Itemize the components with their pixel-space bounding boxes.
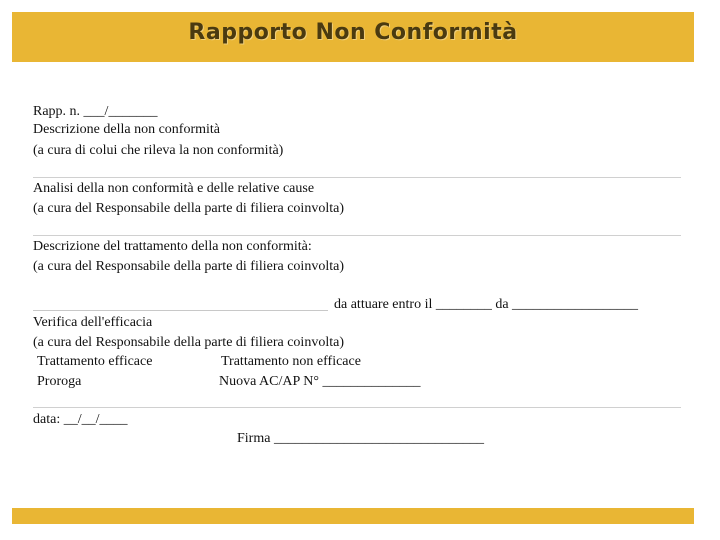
treatment-entry-line[interactable] — [33, 310, 328, 311]
footer-bar — [12, 508, 694, 524]
divider — [33, 177, 681, 178]
treatment-heading: Descrizione del trattamento della non conformità: — [33, 239, 312, 254]
divider — [33, 235, 681, 236]
treatment-note: (a cura del Responsabile della parte di filiera coinvolta) — [33, 259, 344, 274]
analysis-note: (a cura del Responsabile della parte di filiera coinvolta) — [33, 201, 344, 216]
option-new-action[interactable]: Nuova AC/AP N° ______________ — [219, 374, 421, 389]
divider — [33, 407, 681, 408]
report-number-field[interactable]: Rapp. n. ___/_______ — [33, 104, 158, 119]
deadline-field[interactable]: da attuare entro il ________ da __________________ — [334, 297, 639, 312]
page-title: Rapporto Non Conformità — [188, 20, 518, 45]
description-note: (a cura di colui che rileva la non conformità) — [33, 143, 284, 158]
header-bar — [12, 12, 694, 62]
signature-field[interactable]: Firma ______________________________ — [237, 431, 484, 446]
verification-note: (a cura del Responsabile della parte di filiera coinvolta) — [33, 335, 344, 350]
verification-heading: Verifica dell'efficacia — [33, 315, 153, 330]
description-heading: Descrizione della non conformità — [33, 122, 220, 137]
option-extension[interactable]: Proroga — [37, 374, 82, 389]
option-effective[interactable]: Trattamento efficace — [37, 354, 153, 369]
date-field[interactable]: data: __/__/____ — [33, 412, 128, 427]
analysis-heading: Analisi della non conformità e delle relative cause — [33, 181, 315, 196]
option-not-effective[interactable]: Trattamento non efficace — [221, 354, 361, 369]
